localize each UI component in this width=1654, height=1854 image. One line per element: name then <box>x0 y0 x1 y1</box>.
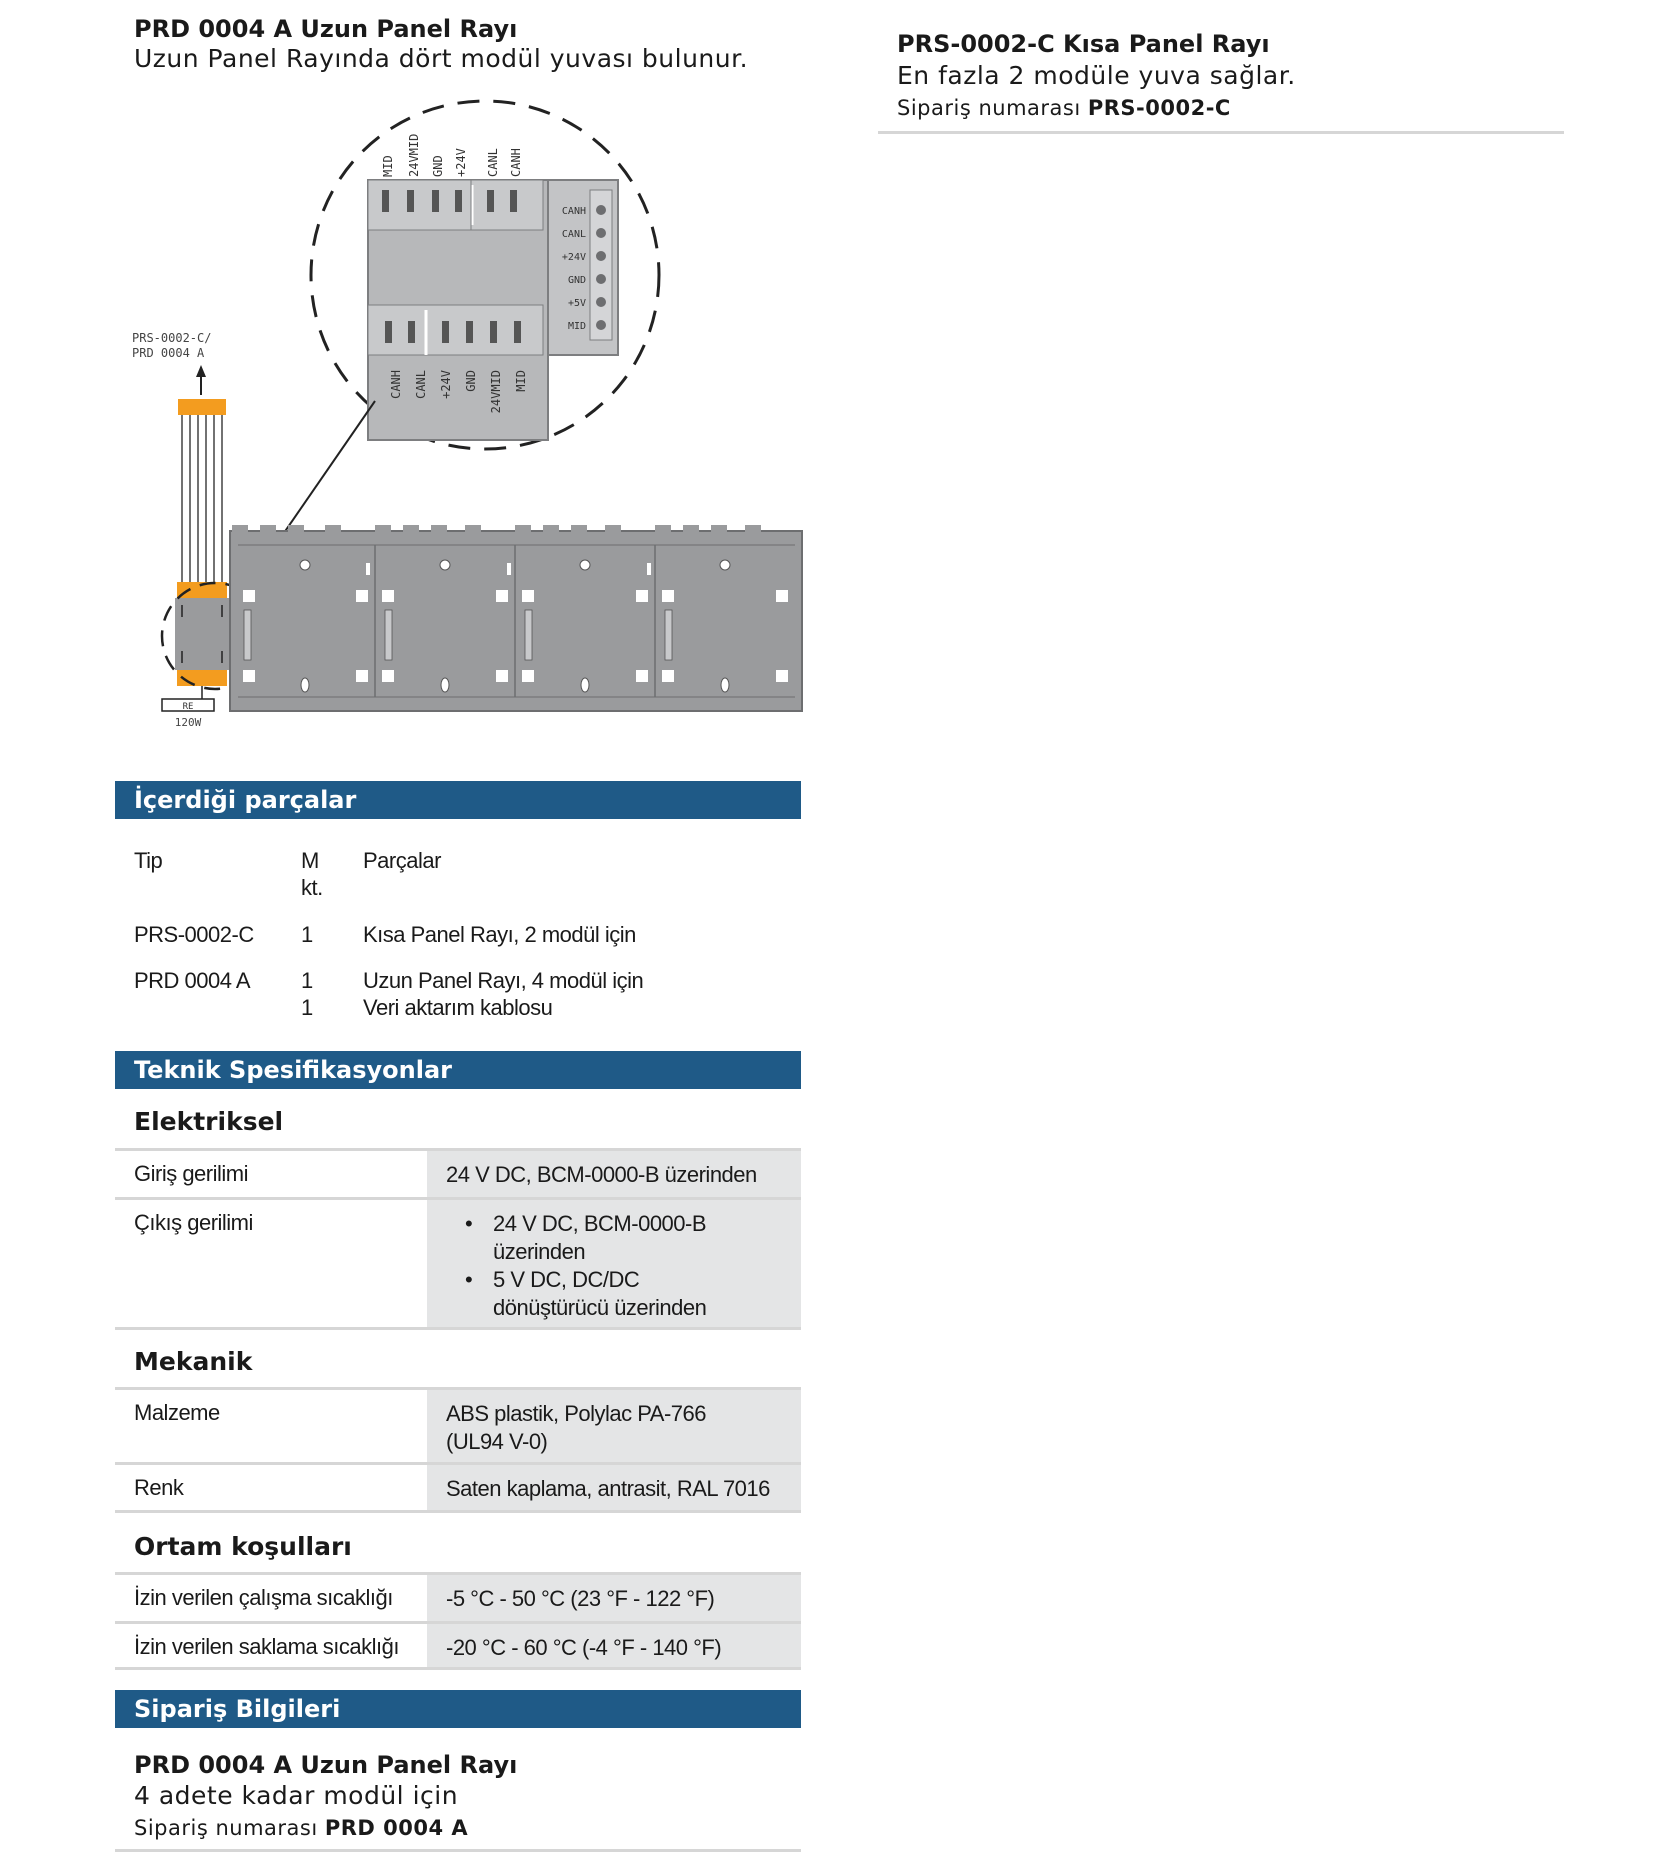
top-pin-label: MID <box>381 155 395 177</box>
bottom-pin-label: CANL <box>414 370 428 399</box>
mechanical-title: Mekanik <box>134 1347 253 1376</box>
top-pin-label: +24V <box>454 148 468 177</box>
top-pin-label: 24VMID <box>407 133 421 177</box>
right-order-prefix: Sipariş numarası <box>897 96 1081 120</box>
left-product-title: PRD 0004 A Uzun Panel Rayı <box>134 15 518 43</box>
environment-title: Ortam koşulları <box>134 1532 352 1561</box>
top-pin-labels <box>381 134 523 177</box>
input-voltage-value: 24 V DC, BCM-0000-B üzerinden <box>446 1162 757 1187</box>
parts-row-type: PRD 0004 A <box>134 968 251 993</box>
right-product-title: PRS-0002-C Kısa Panel Rayı <box>897 30 1270 58</box>
ordering-heading: Sipariş Bilgileri <box>115 1690 801 1728</box>
bottom-pin-label: MID <box>514 370 528 392</box>
right-product-divider <box>878 131 1564 134</box>
parts-row-part: Veri aktarım kablosu <box>363 995 553 1020</box>
operating-temp-label: İzin verilen çalışma sıcaklığı <box>134 1585 393 1610</box>
spec-row-operating-temp <box>115 1572 801 1621</box>
bottom-pin-label: GND <box>464 370 478 392</box>
right-order-number: PRS-0002-C <box>1087 96 1231 120</box>
spec-row-storage-temp <box>115 1621 801 1670</box>
spec-row-material <box>115 1387 801 1462</box>
parts-row-part: Uzun Panel Rayı, 4 modül için <box>363 968 644 993</box>
side-pin-label: CANL <box>561 229 586 240</box>
side-pin-label: +24V <box>561 252 586 263</box>
panel-rail-diagram <box>120 85 810 755</box>
operating-temp-cell <box>427 1575 801 1621</box>
ordering-order-number: PRD 0004 A <box>324 1816 469 1840</box>
electrical-title: Elektriksel <box>134 1107 284 1136</box>
parts-row-type: PRS-0002-C <box>134 922 254 947</box>
bottom-pin-label: CANH <box>389 370 403 399</box>
side-pin-label: GND <box>567 275 586 286</box>
ordering-order-prefix: Sipariş numarası <box>134 1816 318 1840</box>
ordering-divider <box>115 1849 801 1852</box>
bottom-pin-label: +24V <box>439 370 453 399</box>
output-voltage-item: • 24 V DC, BCM-0000-B üzerinden <box>427 1210 757 1266</box>
spec-row-input-voltage <box>115 1148 801 1197</box>
output-voltage-item: • 5 V DC, DC/DC dönüştürücü üzerinden <box>427 1266 757 1322</box>
operating-temp-value: -5 °C - 50 °C (23 °F - 122 °F) <box>446 1586 715 1611</box>
ordering-subtitle: 4 adete kadar modül için <box>134 1781 459 1810</box>
storage-temp-value: -20 °C - 60 °C (-4 °F - 140 °F) <box>446 1635 722 1660</box>
color-label: Renk <box>134 1475 184 1500</box>
parts-row-part: Kısa Panel Rayı, 2 modül için <box>363 922 636 947</box>
parts-row-qty: 1 <box>301 922 313 947</box>
parts-row-qty: 1 <box>301 968 313 993</box>
left-product-subtitle: Uzun Panel Rayında dört modül yuvası bulunur. <box>134 44 749 73</box>
right-product-order <box>897 96 1231 120</box>
material-label: Malzeme <box>134 1400 220 1425</box>
parts-col-qty-2: kt. <box>301 875 323 900</box>
material-cell <box>427 1390 801 1462</box>
side-pin-label: +5V <box>567 298 586 309</box>
color-value: Saten kaplama, antrasit, RAL 7016 <box>446 1476 770 1501</box>
material-value: ABS plastik, Polylac PA-766 (UL94 V-0) <box>446 1401 706 1454</box>
ordering-title: PRD 0004 A Uzun Panel Rayı <box>134 1751 518 1779</box>
resistor-value: 120W <box>174 716 202 729</box>
output-voltage-label: Çıkış gerilimi <box>134 1210 253 1235</box>
top-pin-label: CANH <box>509 148 523 177</box>
storage-temp-cell <box>427 1624 801 1670</box>
input-voltage-label: Giriş gerilimi <box>134 1161 248 1186</box>
storage-temp-label: İzin verilen saklama sıcaklığı <box>134 1634 399 1659</box>
output-voltage-cell <box>427 1200 801 1330</box>
bottom-pin-label: 24VMID <box>489 370 503 414</box>
parts-heading: İçerdiği parçalar <box>115 781 801 819</box>
input-voltage-cell <box>427 1151 801 1197</box>
side-pin-label: MID <box>567 321 586 332</box>
resistor-label: RE <box>182 702 194 712</box>
top-pin-label: CANL <box>486 148 500 177</box>
spec-row-color <box>115 1462 801 1513</box>
long-panel-rail <box>230 525 802 711</box>
data-cable <box>175 399 230 686</box>
parts-col-qty-1: M <box>301 848 319 873</box>
right-product-subtitle: En fazla 2 modüle yuva sağlar. <box>897 61 1296 90</box>
spec-row-output-voltage <box>115 1197 801 1330</box>
specs-heading: Teknik Spesifikasyonlar <box>115 1051 801 1089</box>
color-cell <box>427 1465 801 1513</box>
parts-col-parts: Parçalar <box>363 848 441 873</box>
parts-row-qty: 1 <box>301 995 313 1020</box>
cable-label: PRS-0002-C/ <box>132 331 212 345</box>
side-pin-label: CANH <box>561 206 586 217</box>
ordering-order <box>134 1816 468 1840</box>
top-pin-label: GND <box>431 155 445 177</box>
parts-col-type: Tip <box>134 848 163 873</box>
cable-label: PRD 0004 A <box>132 346 205 360</box>
